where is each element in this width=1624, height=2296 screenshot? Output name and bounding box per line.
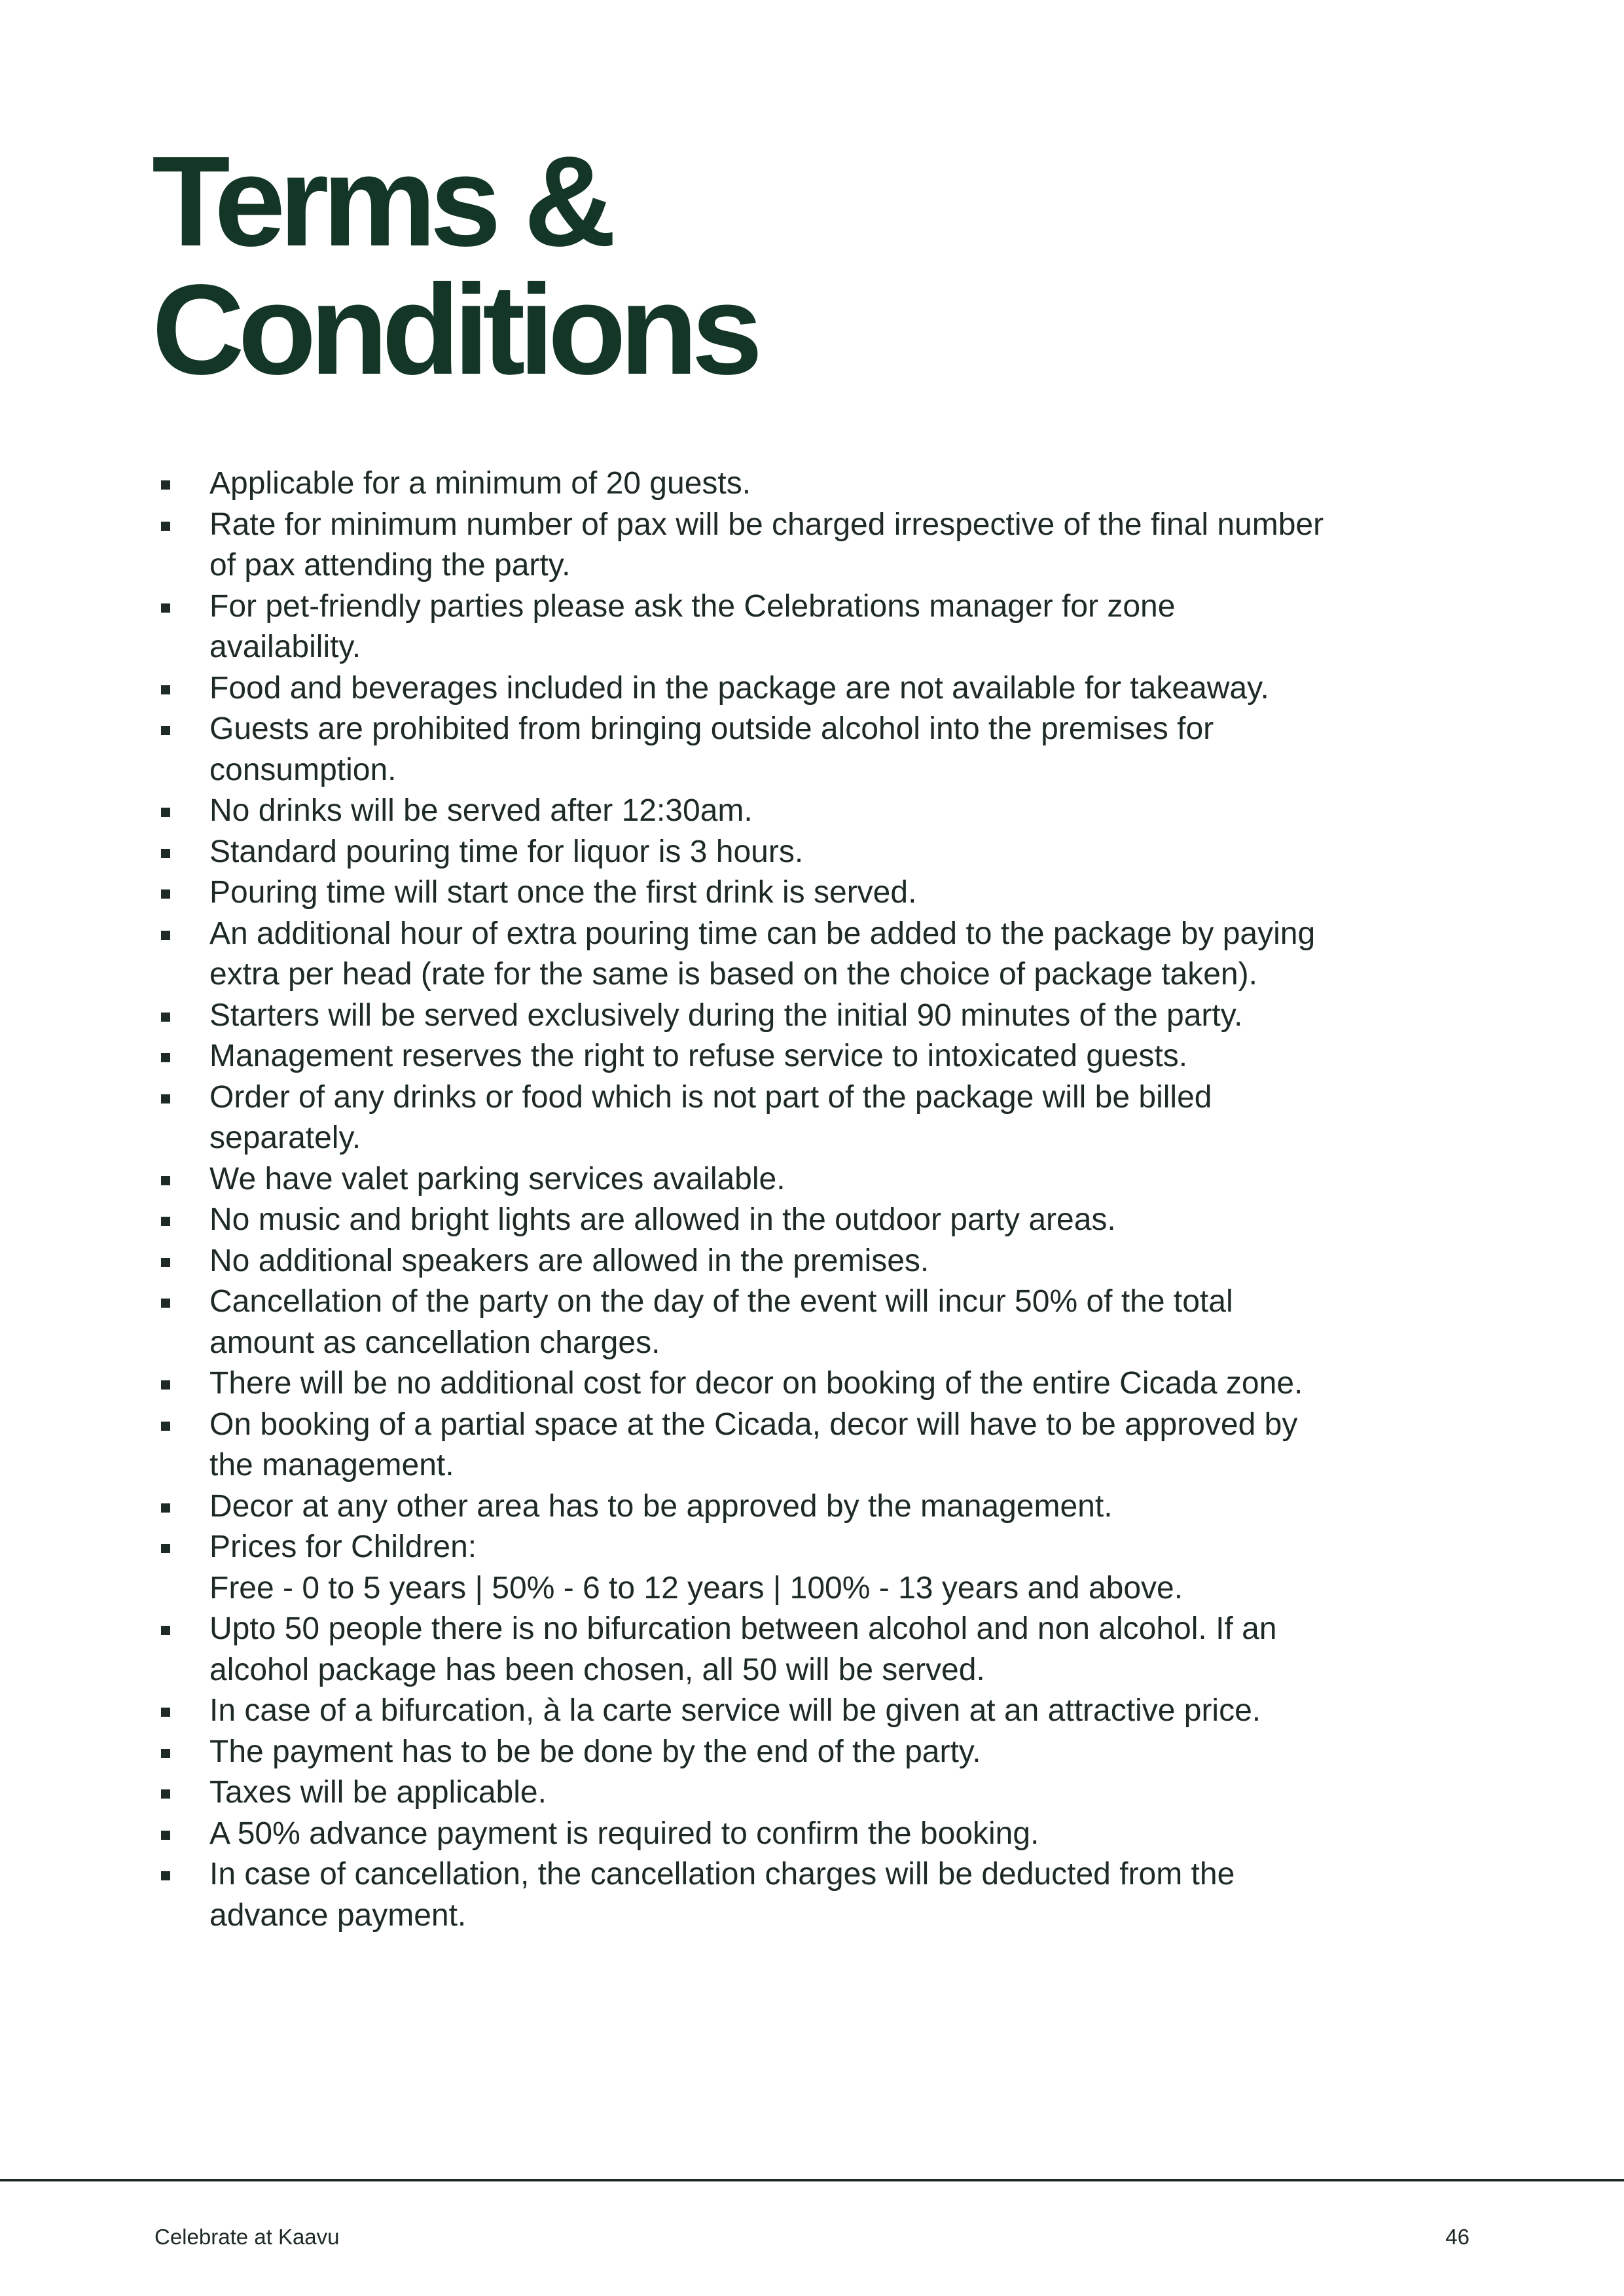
list-item-line: of pax attending the party.: [209, 548, 571, 583]
list-item-line: Decor at any other area has to be approved by the management.: [209, 1488, 1113, 1524]
terms-list: [157, 463, 1486, 1936]
list-item-line: A 50% advance payment is required to confirm the booking.: [209, 1816, 1039, 1851]
list-item-line: No additional speakers are allowed in the premises.: [209, 1243, 929, 1278]
list-item-line: amount as cancellation charges.: [209, 1325, 660, 1360]
list-item-line: availability.: [209, 630, 361, 664]
list-item-line: Taxes will be applicable.: [209, 1775, 547, 1810]
list-item-line: On booking of a partial space at the Cicada, decor will have to be approved by: [209, 1407, 1298, 1442]
list-item-line: Prices for Children:: [209, 1530, 477, 1564]
list-item: [157, 1363, 1486, 1405]
list-item: [157, 1200, 1486, 1241]
list-item-line: No music and bright lights are allowed in the outdoor party areas.: [209, 1202, 1116, 1237]
list-item: [157, 463, 1486, 505]
list-item: [157, 1732, 1486, 1773]
list-item-line: Standard pouring time for liquor is 3 hours.: [209, 834, 804, 869]
list-item-line: extra per head (rate for the same is based on the choice of package taken).: [209, 957, 1257, 992]
list-item: [157, 1486, 1486, 1528]
list-item: [157, 832, 1486, 873]
list-item-line: An additional hour of extra pouring time can be added to the package by paying: [209, 916, 1316, 951]
list-item: [157, 1527, 1486, 1609]
footer-title: Celebrate at Kaavu: [154, 2225, 340, 2249]
list-item: [157, 1814, 1486, 1855]
footer-divider: [0, 2179, 1624, 2181]
list-item-line: Upto 50 people there is no bifurcation between alcohol and non alcohol. If an: [209, 1611, 1277, 1646]
list-item-line: Cancellation of the party on the day of the event will incur 50% of the total: [209, 1284, 1233, 1319]
list-item: [157, 709, 1486, 791]
list-item-line: In case of cancellation, the cancellation charges will be deducted from the: [209, 1857, 1235, 1892]
list-item: [157, 1609, 1486, 1691]
list-item: [157, 791, 1486, 832]
list-item: [157, 1691, 1486, 1732]
list-item-line: the management.: [209, 1448, 454, 1482]
list-item-line: Applicable for a minimum of 20 guests.: [209, 466, 751, 501]
list-item-line: No drinks will be served after 12:30am.: [209, 793, 753, 828]
list-item-line: consumption.: [209, 752, 397, 787]
list-item-line: Food and beverages included in the package are not available for takeaway.: [209, 670, 1269, 706]
list-item: [157, 1772, 1486, 1814]
list-item: [157, 1405, 1486, 1486]
list-item-line: alcohol package has been chosen, all 50 will be served.: [209, 1652, 985, 1687]
list-item-line: Management reserves the right to refuse service to intoxicated guests.: [209, 1039, 1188, 1073]
list-item-line: Order of any drinks or food which is not part of the package will be billed: [209, 1079, 1212, 1115]
list-item: [157, 1077, 1486, 1159]
list-item-line: separately.: [209, 1121, 361, 1155]
list-item-line: There will be no additional cost for decor on booking of the entire Cicada zone.: [209, 1366, 1303, 1401]
list-item: [157, 505, 1486, 586]
list-item-line: The payment has to be be done by the end of the party.: [209, 1734, 981, 1769]
list-item: [157, 1159, 1486, 1200]
list-item: [157, 1282, 1486, 1363]
list-item-line: advance payment.: [209, 1897, 467, 1933]
list-item: [157, 1036, 1486, 1077]
list-item-line: We have valet parking services available.: [209, 1161, 785, 1196]
page-title-line-1: Terms &: [152, 130, 610, 273]
list-item-line: For pet-friendly parties please ask the Celebrations manager for zone: [209, 588, 1176, 624]
list-item: [157, 914, 1486, 996]
page-title: [152, 130, 757, 401]
list-item-line: Guests are prohibited from bringing outside alcohol into the premises for: [209, 711, 1214, 746]
list-item: [157, 1854, 1486, 1936]
list-item-line: Rate for minimum number of pax will be charged irrespective of the final number: [209, 507, 1324, 542]
list-item: [157, 996, 1486, 1037]
list-item-line: In case of a bifurcation, à la carte service will be given at an attractive price.: [209, 1693, 1261, 1728]
list-item: [157, 872, 1486, 914]
list-item: [157, 1241, 1486, 1282]
list-item: [157, 668, 1486, 709]
list-item: [157, 586, 1486, 668]
page-number: 46: [1445, 2225, 1470, 2249]
list-item-line: Free - 0 to 5 years | 50% - 6 to 12 years | 100% - 13 years and above.: [209, 1570, 1183, 1605]
page-title-line-2: Conditions: [152, 258, 757, 401]
list-item-line: Starters will be served exclusively during the initial 90 minutes of the party.: [209, 997, 1243, 1033]
list-item-line: Pouring time will start once the first drink is served.: [209, 875, 917, 910]
